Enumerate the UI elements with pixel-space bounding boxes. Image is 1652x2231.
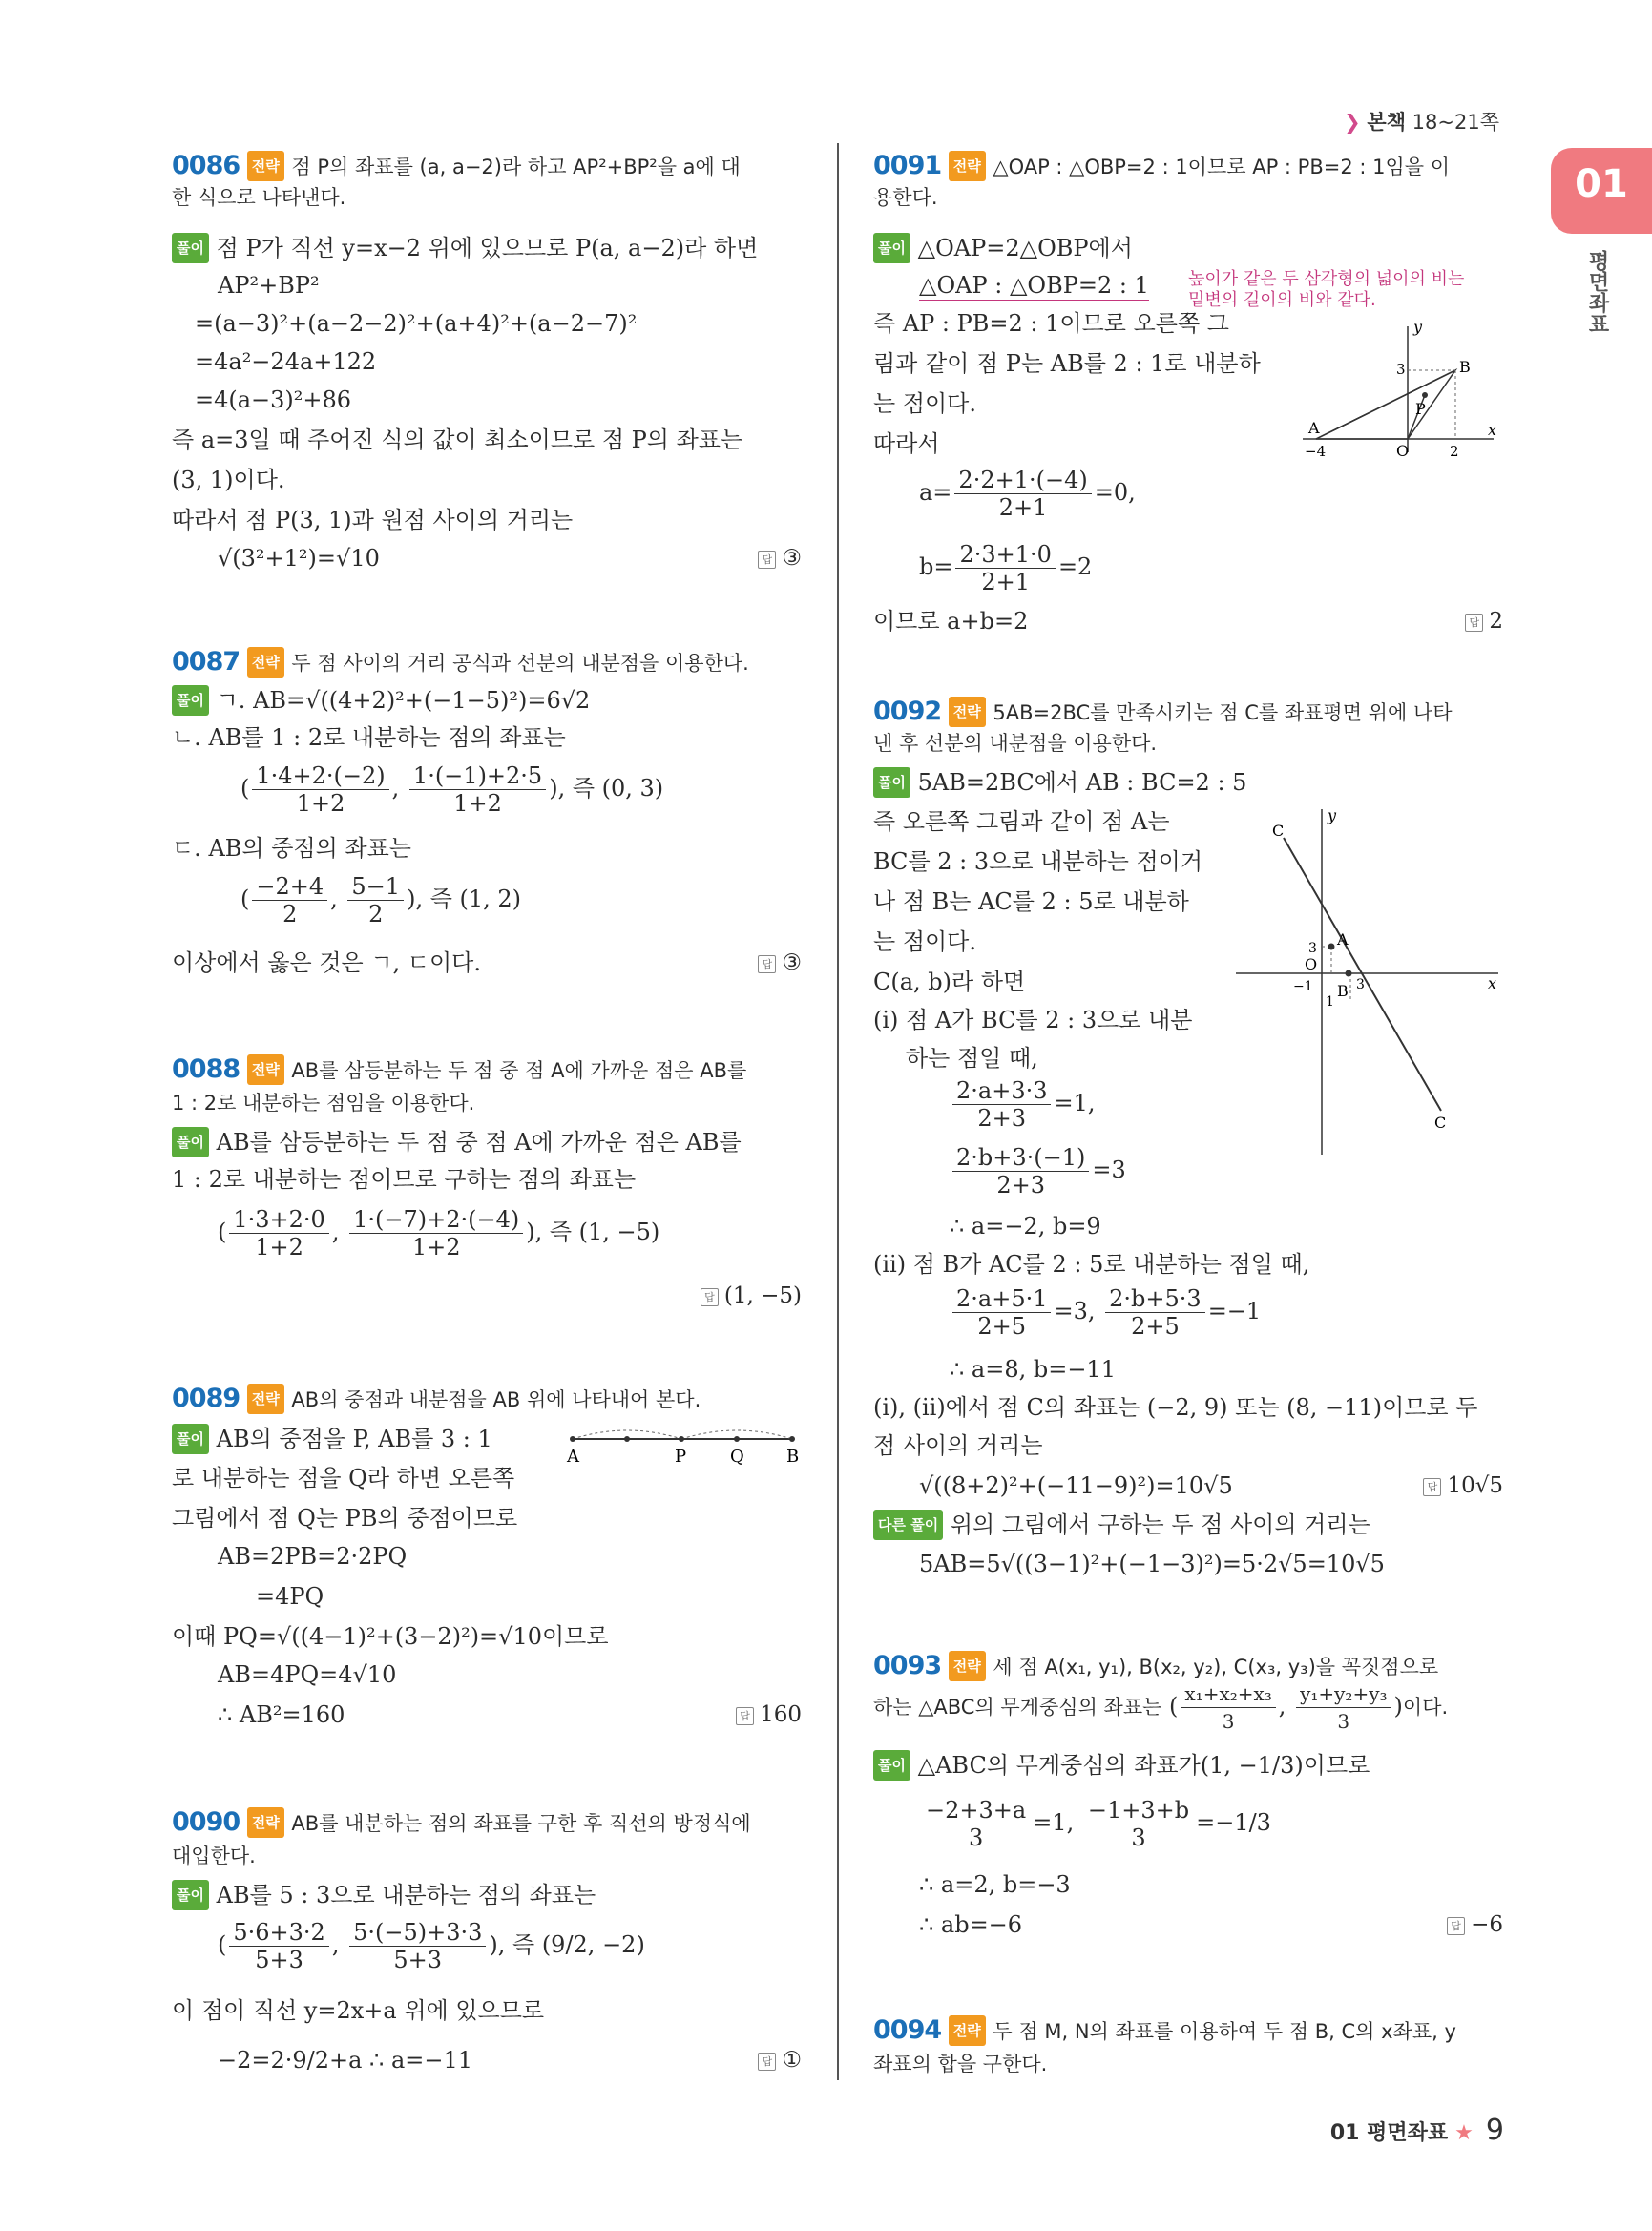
answer-icon: 답 [758, 955, 776, 973]
page-footer [1330, 2114, 1504, 2147]
solution-line: (1, −1/3)이므로 [1200, 1752, 1370, 1779]
page-number: 9 [1485, 2114, 1504, 2147]
solution-line: (ⅱ) 점 B가 AC를 2 : 5로 내분하는 점일 때, [873, 1251, 1310, 1278]
solution-line: ∴ a=2, b=−3 [919, 1871, 1071, 1898]
answer: 답 10√5 [1423, 1473, 1503, 1498]
solution-line: $\frac{2\cdot a+3\cdot 3}{2+3}$ =1, [950, 1074, 1096, 1132]
strategy-badge: 전략 [949, 1651, 986, 1681]
answer: 답 ③ [758, 546, 802, 571]
solution-line: △OAP : △OBP=2 : 1 [919, 272, 1149, 299]
label-p: P [1415, 400, 1426, 418]
solution-line: 이때 PQ=√((4−1)²+(3−2)²)=√10이므로 [172, 1623, 609, 1650]
segment-figure [563, 1418, 802, 1475]
strategy-text: 한 식으로 나타낸다. [172, 186, 346, 209]
solution-line: 이므로 a+b=2 [873, 608, 1029, 635]
solution-line: 점 사이의 거리는 [873, 1432, 1043, 1459]
label-x: x [1488, 974, 1497, 992]
solution-line: 는 점이다. [873, 928, 976, 955]
strategy-text: 점 P의 좌표를 (a, a−2)라 하고 AP²+BP²을 a에 대 [291, 156, 741, 178]
answer-icon: 답 [701, 1288, 719, 1306]
point-a [1328, 944, 1335, 950]
solution-line: ( $\frac{-2+4}{2}$ , $\frac{5-1}{2}$ ), 즉 (1, 2) [240, 873, 522, 928]
strategy-badge: 전략 [949, 697, 986, 727]
solution-line: ∴ AB²=160 [218, 1701, 345, 1728]
solution-line: =4PQ [256, 1583, 324, 1610]
solution-badge: 풀이 [873, 767, 910, 798]
chapter-title: 평면좌표 [1585, 250, 1609, 334]
label-o: O [1305, 955, 1318, 973]
page-reference: ❯ 본책 18~21쪽 [1344, 111, 1499, 134]
solution-line: ㄴ. AB를 1 : 2로 내분하는 점의 좌표는 [172, 724, 566, 751]
point-b [1346, 970, 1352, 977]
solution-line: 나 점 B는 AC를 2 : 5로 내분하 [873, 888, 1189, 915]
solution-line: ( $\frac{1\cdot 3+2\cdot 0}{1+2}$ , $\frac{1\cdot(-7)+2\cdot(-4)}{1+2}$ ), 즉 (1, −5) [218, 1206, 660, 1261]
point-p [1422, 392, 1428, 398]
solution-badge: 풀이 [873, 233, 910, 263]
solution-line: ∴ a=−2, b=9 [950, 1213, 1101, 1240]
strategy-badge: 전략 [247, 1054, 284, 1085]
solution-line: 5AB=5√((3−1)²+(−1−3)²)=5·2√5=10√5 [919, 1551, 1385, 1577]
strategy-text: 1 : 2로 내분하는 점임을 이용한다. [172, 1092, 475, 1115]
solution-badge: 풀이 [172, 685, 209, 716]
problem-number: 0094 [873, 2015, 942, 2045]
solution-line: $\frac{-2+3+a}{3}$ =1, $\frac{-1+3+b}{3}$ =−1/3 [919, 1794, 1271, 1851]
solution-badge: 풀이 [873, 1750, 910, 1781]
strategy-badge: 전략 [247, 1807, 284, 1838]
tick-minus4: −4 [1305, 443, 1327, 460]
tick-1: 1 [1326, 994, 1334, 1010]
strategy-text: AB의 중점과 내분점을 AB 위에 나타내어 본다. [291, 1388, 701, 1411]
solution-line: 따라서 점 P(3, 1)과 원점 사이의 거리는 [172, 507, 574, 533]
label-a: A [1308, 419, 1320, 437]
solution-line: 위의 그림에서 구하는 두 점 사이의 거리는 [950, 1512, 1370, 1538]
label-o: O [1396, 442, 1410, 460]
label-b: B [1459, 358, 1471, 376]
triangle-figure [1293, 319, 1503, 462]
answer: 답 2 [1465, 609, 1503, 634]
solution-line: ( $\frac{5\cdot 6+3\cdot 2}{5+3}$ , $\frac{5\cdot(-5)+3\cdot 3}{5+3}$ ), 즉 (9/2, −2) [218, 1919, 645, 1973]
strategy-badge: 전략 [247, 1384, 284, 1414]
strategy-text: 5AB=2BC를 만족시키는 점 C를 좌표평면 위에 나타 [993, 701, 1453, 724]
solution-line: $\frac{2\cdot b+3\cdot(-1)}{2+3}$ =3 [950, 1141, 1126, 1199]
solution-badge: 풀이 [172, 233, 209, 263]
strategy-text: 좌표의 합을 구한다. [873, 2053, 1048, 2075]
solution-line: 5AB=2BC에서 AB : BC=2 : 5 [917, 769, 1247, 796]
label-b: B [786, 1447, 800, 1467]
label-x: x [1488, 421, 1497, 439]
column-divider [837, 143, 839, 2080]
label-c-bottom: C [1434, 1114, 1447, 1132]
strategy-text: 낸 후 선분의 내분점을 이용한다. [873, 732, 1158, 755]
line-cb [1284, 838, 1441, 1111]
solution-line: 는 점이다. [873, 390, 976, 417]
solution-line: a= $\frac{2\cdot 2+1\cdot(-4)}{2+1}$ =0, [919, 467, 1136, 521]
solution-line: =4a²−24a+122 [195, 348, 377, 375]
solution-line: ∴ ab=−6 [919, 1911, 1023, 1938]
strategy-text: 두 점 M, N의 좌표를 이용하여 두 점 B, C의 x좌표, y [993, 2020, 1456, 2043]
answer: 답 ① [758, 2048, 802, 2073]
solution-line: 즉 오른쪽 그림과 같이 점 A는 [873, 808, 1170, 835]
strategy-text: 두 점 사이의 거리 공식과 선분의 내분점을 이용한다. [291, 652, 749, 675]
segment-ab [1316, 370, 1455, 439]
answer-icon: 답 [736, 1707, 754, 1725]
strategy-text: △OAP : △OBP=2 : 1이므로 AP : PB=2 : 1임을 이 [993, 156, 1451, 178]
solution-line: 이 점이 직선 y=2x+a 위에 있으므로 [172, 1997, 545, 2024]
tick-minus1: −1 [1293, 979, 1313, 994]
solution-line: C(a, b)라 하면 [873, 969, 1026, 995]
tick-2: 2 [1450, 443, 1459, 460]
solution-line: (ⅰ), (ⅱ)에서 점 C의 좌표는 (−2, 9) 또는 (8, −11)이므로 두 [873, 1394, 1478, 1421]
star-icon: ★ [1454, 2121, 1474, 2145]
solution-line: 이상에서 옳은 것은 ㄱ, ㄷ이다. [172, 949, 481, 976]
label-y: y [1413, 319, 1423, 336]
solution-line: AB를 삼등분하는 두 점 중 점 A에 가까운 점은 AB를 [216, 1129, 742, 1156]
annotation-note: 높이가 같은 두 삼각형의 넓이의 비는 밑변의 길이의 비와 같다. [1188, 269, 1465, 310]
solution-line: (3, 1)이다. [172, 467, 285, 493]
solution-line: 점 P가 직선 y=x−2 위에 있으므로 P(a, a−2)라 하면 [216, 235, 759, 261]
tick-3x: 3 [1356, 977, 1365, 992]
problem-number: 0087 [172, 647, 240, 677]
problem-number: 0090 [172, 1807, 240, 1837]
strategy-text: AB를 내분하는 점의 좌표를 구한 후 직선의 방정식에 [291, 1812, 751, 1835]
strategy-text: AB를 삼등분하는 두 점 중 점 A에 가까운 점은 AB를 [291, 1059, 747, 1082]
solution-badge: 풀이 [172, 1880, 209, 1910]
strategy-badge: 전략 [949, 151, 986, 181]
solution-line: AB를 5 : 3으로 내분하는 점의 좌표는 [216, 1882, 596, 1908]
strategy-badge: 전략 [247, 151, 284, 181]
solution-line: 림과 같이 점 P는 AB를 2 : 1로 내분하 [873, 350, 1261, 377]
solution-line: △ABC의 무게중심의 좌표가 [917, 1752, 1201, 1779]
solution-badge: 풀이 [172, 1424, 209, 1454]
problem-number: 0091 [873, 151, 942, 180]
point-b [789, 1436, 795, 1442]
coordinate-figure [1226, 802, 1503, 1164]
label-y: y [1328, 806, 1337, 824]
problem-number: 0093 [873, 1651, 942, 1680]
answer-icon: 답 [1465, 614, 1483, 632]
solution-line: AB=4PQ=4√10 [218, 1661, 397, 1688]
solution-line: AP²+BP² [218, 272, 320, 299]
solution-line: −2=2·9/2+a ∴ a=−11 [218, 2047, 473, 2074]
point-p [679, 1436, 684, 1442]
solution-line: AB=2PB=2·2PQ [218, 1543, 408, 1570]
solution-line: ㄷ. AB의 중점의 좌표는 [172, 835, 411, 862]
strategy-text: 하는 △ABC의 무게중심의 좌표는 ( $\frac{\text{x₁+x₂+x₃}}{3}$ , $\frac{\text{y₁+y₂+y₃}}{3}$ )이다. [873, 1682, 1449, 1733]
tick-3: 3 [1396, 361, 1406, 378]
solution-line: 로 내분하는 점을 Q라 하면 오른쪽 [172, 1465, 515, 1491]
solution-line: BC를 2 : 3으로 내분하는 점이거 [873, 848, 1203, 875]
label-a: A [1337, 930, 1349, 949]
tick-3y: 3 [1308, 941, 1317, 956]
solution-badge: 풀이 [172, 1127, 209, 1157]
strategy-text: 대입한다. [172, 1845, 256, 1867]
footer-chapter: 01 평면좌표 [1329, 2121, 1449, 2145]
point-q [734, 1436, 740, 1442]
solution-line: ( $\frac{1\cdot 4+2\cdot(-2)}{1+2}$ , $\frac{1\cdot(-1)+2\cdot 5}{1+2}$ ), 즉 (0, 3) [240, 762, 664, 817]
answer: 답 (1, −5) [701, 1283, 802, 1308]
solution-line: △OAP=2△OBP에서 [917, 235, 1133, 261]
label-c-top: C [1272, 822, 1285, 840]
answer-icon: 답 [1447, 1917, 1465, 1935]
answer: 답 160 [736, 1702, 802, 1727]
solution-line: √((8+2)²+(−11−9)²)=10√5 [919, 1472, 1233, 1499]
problem-number: 0092 [873, 697, 942, 726]
solution-line: AB의 중점을 P, AB를 3 : 1 [216, 1426, 492, 1452]
solution-line: $\frac{2\cdot a+5\cdot 1}{2+5}$ =3, $\frac{2\cdot b+5\cdot 3}{2+5}$ =−1 [950, 1282, 1261, 1340]
label-a: A [567, 1447, 579, 1467]
solution-line: 즉 AP : PB=2 : 1이므로 오른쪽 그 [873, 310, 1229, 337]
strategy-text: 용한다. [873, 186, 938, 209]
answer-icon: 답 [758, 551, 776, 569]
label-b: B [1337, 982, 1349, 1000]
alt-solution-badge: 다른 풀이 [873, 1510, 943, 1540]
solution-line: b= $\frac{2\cdot 3+1\cdot 0}{2+1}$ =2 [919, 541, 1093, 595]
answer: 답 −6 [1447, 1912, 1503, 1937]
answer-icon: 답 [758, 2053, 776, 2071]
solution-line: =(a−3)²+(a−2−2)²+(a+4)²+(a−2−7)² [195, 310, 638, 337]
chapter-number: 01 [1575, 162, 1628, 206]
problem-number: 0088 [172, 1054, 240, 1084]
solution-line: 1 : 2로 내분하는 점이므로 구하는 점의 좌표는 [172, 1166, 637, 1193]
solution-line: ㄱ. AB=√((4+2)²+(−1−5)²)=6√2 [216, 687, 591, 714]
answer: 답 ③ [758, 950, 802, 975]
solution-line: (ⅰ) 점 A가 BC를 2 : 3으로 내분 [873, 1007, 1193, 1033]
strategy-badge: 전략 [247, 647, 284, 678]
solution-line: 즉 a=3일 때 주어진 식의 값이 최소이므로 점 P의 좌표는 [172, 427, 743, 453]
strategy-badge: 전략 [949, 2015, 986, 2046]
point [624, 1436, 630, 1442]
point-a [570, 1436, 575, 1442]
solution-line: 하는 점일 때, [906, 1045, 1038, 1072]
label-p: P [675, 1447, 687, 1467]
problem-number: 0086 [172, 151, 240, 180]
solution-line: √(3²+1²)=√10 [218, 545, 380, 572]
label-q: Q [730, 1447, 744, 1467]
answer-icon: 답 [1423, 1478, 1441, 1496]
problem-number: 0089 [172, 1384, 240, 1413]
solution-line: ∴ a=8, b=−11 [950, 1356, 1116, 1383]
strategy-text: 세 점 A(x₁, y₁), B(x₂, y₂), C(x₃, y₃)을 꼭짓점으로 [993, 1656, 1439, 1678]
solution-line: 따라서 [873, 430, 940, 457]
solution-line: =4(a−3)²+86 [195, 386, 352, 413]
solution-line: 그림에서 점 Q는 PB의 중점이므로 [172, 1505, 518, 1532]
